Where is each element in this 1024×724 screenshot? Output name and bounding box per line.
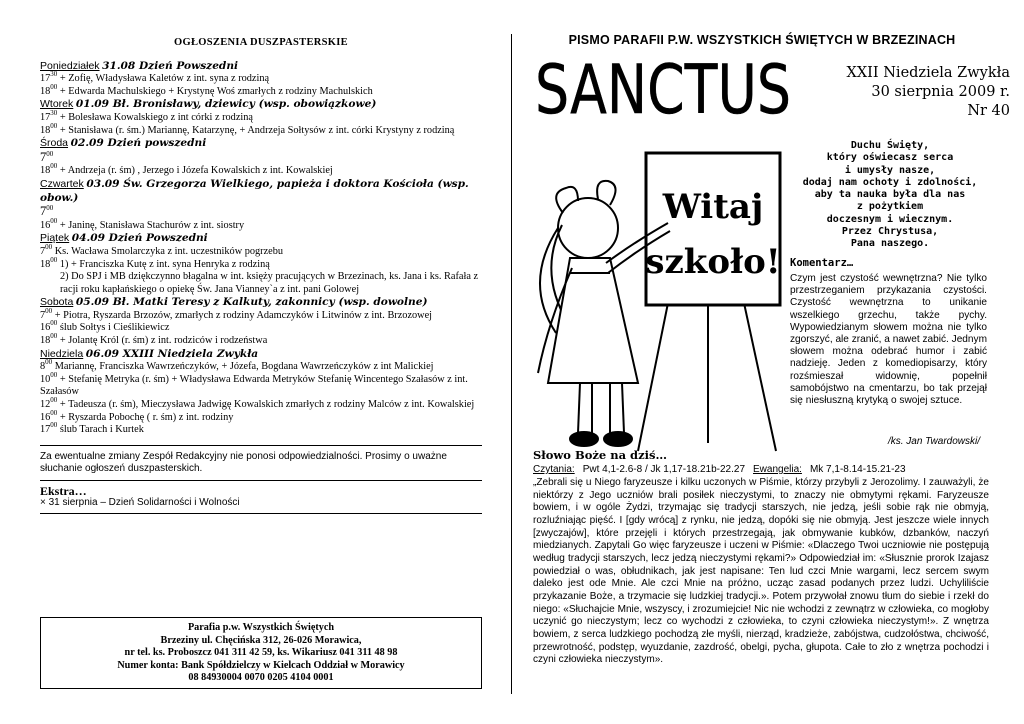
- parish-bank: Numer konta: Bank Spółdzielczy w Kielcach Oddział w Morawicy: [117, 659, 405, 671]
- mass-minutes: 00: [46, 149, 54, 158]
- mass-intention: + Janinę, Stanisława Stachurów z int. siostry: [59, 219, 245, 231]
- mass-hour: 10: [40, 373, 51, 385]
- mass-hour: 12: [40, 399, 51, 411]
- mass-entry: [40, 370, 482, 399]
- parish-address: Brzeziny ul. Chęcińska 312, 26-026 Morawica,: [160, 634, 362, 646]
- day-label: Poniedziałek: [40, 59, 100, 72]
- ewangelia-label: Ewangelia:: [753, 464, 802, 475]
- parish-name: Parafia p.w. Wszystkich Świętych: [187, 622, 335, 633]
- day-feast: 05.09 Bł. Matki Teresy z Kalkuty, zakonnicy (wsp. dowolne): [75, 296, 428, 309]
- prayer-line: Przez Chrystusa,: [841, 226, 939, 238]
- mass-entry: [40, 82, 482, 99]
- mass-entry: [40, 408, 482, 425]
- mass-entry: [40, 108, 482, 125]
- prayer-line: Duchu Święty,: [850, 140, 930, 151]
- mass-minutes: 00: [50, 255, 58, 264]
- mass-intention: Ks. Wacława Smolarczyka z int. uczestników pogrzebu: [54, 245, 284, 257]
- mass-intention: + Stefanię Metryka (r. śm) + Władysława Edwarda Metryków Stefanię Wincentego Szałasów z int. Szałasów: [40, 373, 468, 398]
- parish-info-box: [40, 617, 482, 689]
- mass-intention: ślub Tarach i Kurtek: [59, 424, 144, 436]
- mass-hour: 7: [40, 149, 47, 164]
- mass-intention: + Jolantę Król (r. śm) z int. rodziców i rodzeństwa: [59, 335, 268, 347]
- day-heading: [40, 178, 482, 205]
- sanctus-logo: [533, 51, 795, 130]
- prayer-line: i umysły nasze,: [844, 164, 936, 176]
- day-heading: [40, 296, 482, 310]
- mass-hour: 16: [40, 411, 51, 423]
- day-label: Sobota: [40, 296, 74, 309]
- ekstra-item: × 31 sierpnia – Dzień Solidarności i Wolności: [40, 497, 482, 514]
- mass-entry: [40, 255, 482, 272]
- prayer-line: z pożytkiem: [856, 201, 924, 213]
- mass-entry: [40, 421, 482, 437]
- mass-entry: [40, 205, 482, 220]
- mass-hour: 18: [40, 165, 51, 177]
- mass-intention: 1) + Franciszka Kutę z int. syna Henryka z rodziną: [59, 258, 270, 270]
- prayer-line: dodaj nam ochoty i zdolności,: [802, 176, 978, 188]
- mass-hour: 7: [40, 309, 46, 321]
- mass-entry: [40, 319, 482, 335]
- mass-hour: 8: [40, 361, 46, 373]
- mass-hour: 7: [40, 245, 46, 257]
- mass-minutes: 30: [50, 108, 58, 117]
- logo-text: SANCTUS: [535, 51, 791, 130]
- mass-entry: [40, 358, 482, 374]
- mass-intention: + Tadeusza (r. śm), Mieczysława Jadwigę Kowalskich zmarłych z rodziny Malców z int. Kowalskiej: [59, 399, 475, 411]
- masthead: [532, 0, 992, 47]
- masthead-title: PISMO PARAFII P.W. WSZYSTKICH ŚWIĘTYCH W BRZEZINACH: [568, 33, 956, 47]
- mass-hour: 18: [40, 258, 51, 270]
- mass-entry: [40, 242, 482, 259]
- mass-minutes: 00: [50, 82, 58, 91]
- slowo-heading: Słowo Boże na dziś…: [533, 448, 667, 462]
- day-heading: [40, 137, 482, 151]
- day-label: Czwartek: [40, 177, 84, 190]
- mass-entry: [40, 396, 482, 412]
- mass-minutes: 00: [50, 370, 58, 379]
- parish-account: 08 84930004 0070 0205 4104 0001: [188, 672, 334, 684]
- editorial-notice: Za ewentualne zmiany Zespół Redakcyjny nie ponosi odpowiedzialności. Prosimy o uważne słuchanie ogłoszeń duszpasterskich.: [40, 445, 482, 481]
- mass-hour: 17: [40, 111, 51, 123]
- issue-sunday: XXII Niedziela Zwykła: [846, 65, 1010, 81]
- prayer-line: aby ta nauka była dla nas: [814, 189, 966, 201]
- mass-minutes: 00: [45, 358, 53, 367]
- mass-intention: Mariannę, Franciszka Wawrzeńczyków, + Józefa, Bogdana Wawrzeńczyków z int Malickiej: [54, 361, 434, 373]
- day-feast: 03.09 Św. Grzegorza Wielkiego, papieża i doktora Kościoła (wsp. obow.): [40, 177, 469, 204]
- issue-info: [820, 64, 1010, 121]
- readings-line: [533, 464, 993, 476]
- mass-minutes: 00: [50, 408, 58, 417]
- mass-minutes: 00: [45, 242, 53, 251]
- girl-shoe-right: [604, 432, 632, 446]
- mass-minutes: 00: [50, 396, 58, 405]
- mass-entry: [40, 332, 482, 348]
- prayer-line: doczesnym i wiecznym.: [826, 213, 954, 225]
- prayer-line: Pana naszego.: [850, 238, 930, 250]
- mass-intention: + Edwarda Machulskiego + Krystynę Woś zmarłych z rodziny Machulskich: [59, 85, 373, 97]
- ekstra-heading: Ekstra…: [40, 483, 87, 498]
- gospel-text: „Zebrali się u Niego faryzeusze i kilku uczonych w Piśmie, którzy przybyli z Jerozolimy. I zauważyli, że niektórzy z Jego uczniów brali posiłek nieczystymi, to znaczy nie obmytymi rękami. Faryzeusze bowiem, i w ogóle Żydzi, trzymając się tradycji starszych, nie jedzą, jeśli sobie rąk nie obmyją, rozluźniając pięść. I [gdy wrócą] z rynku, nie jedzą, dopóki się nie obmyją. Jest jeszcze wiele innych [zwyczajów], które przejęli i których przestrzegają, jak obmywanie kubków, dzbanków, naczyń miedzianych. Zapytali Go więc faryzeusze i uczeni w Piśmie: «Dlaczego Twoi uczniowie nie postępują według tradycji starszych, lecz jedzą nieczystymi rękami?» Odpowiedział im: «Słusznie prorok Izajasz powiedział o was, obłudnikach, jak jest napisane: Ten lud czci Mnie wargami, lecz sercem swym daleko jest ode Mnie. Ale czci Mnie na próżno, ucząc zasad podanych przez ludzi. Uchyliliście przykazanie Boże, a trzymacie się ludzkiej tradycji.». Potem przywołał znowu tłum do siebie i rzekł do niego: «Słuchajcie Mnie, wszyscy, i zrozumiejcie! Nic nie wchodzi z zewnątrz w człowieka, co mogłoby uczynić go nieczystym; lecz co wychodzi z człowieka, to czyni człowieka nieczystym!». Z wnętrza bowiem, z serca ludzkiego pochodzą złe myśli, nierząd, kradzieże, zabójstwa, cudzołóstwa, chciwość, przewrotność, podstęp, wyuzdanie, zazdrość, obelgi, pycha, głupota. Całe to zło z wnętrza pochodzi i czyni człowieka nieczystym».: [533, 477, 989, 666]
- mass-hour: 7: [40, 204, 47, 219]
- day-heading: [40, 60, 482, 74]
- mass-entry: [40, 151, 482, 166]
- ewangelia-ref: Mk 7,1-8.14-15.21-23: [809, 464, 906, 475]
- prayer-line: który oświecasz serca: [826, 152, 954, 164]
- mass-minutes: 00: [50, 319, 58, 328]
- prayer: [790, 140, 990, 251]
- announcements-column: [40, 0, 482, 514]
- mass-minutes: 00: [50, 216, 58, 225]
- mass-hour: 17: [40, 73, 51, 85]
- easel-leg-right: [744, 303, 776, 451]
- easel-leg-left: [638, 303, 668, 451]
- mass-intention: + Zofię, Władysława Kaletów z int. syna z rodziną: [59, 73, 270, 85]
- day-heading: [40, 232, 482, 246]
- mass-minutes: 00: [50, 421, 58, 430]
- day-feast: 04.09 Dzień Powszedni: [71, 232, 208, 245]
- board-text-witaj: Witaj: [662, 187, 764, 227]
- announcements-title: OGŁOSZENIA DUSZPASTERSKIE: [174, 37, 348, 48]
- day-label: Wtorek: [40, 98, 74, 111]
- day-feast: 31.08 Dzień Powszedni: [102, 59, 239, 72]
- mass-entry: [40, 121, 482, 138]
- mass-minutes: 00: [50, 332, 58, 341]
- issue-date: 30 sierpnia 2009 r.: [871, 84, 1010, 100]
- mass-intention: + Andrzeja (r. śm) , Jerzego i Józefa Kowalskich z int. Kowalskiej: [59, 165, 333, 177]
- mass-minutes: 00: [50, 162, 58, 171]
- mass-hour: 18: [40, 85, 51, 97]
- day-feast: 06.09 XXIII Niedziela Zwykła: [85, 347, 259, 360]
- day-label: Niedziela: [40, 347, 84, 360]
- mass-hour: 18: [40, 124, 51, 136]
- mass-minutes: 00: [46, 204, 54, 213]
- mass-intention: + Stanisława (r. śm.) Mariannę, Katarzynę, + Andrzeja Sołtysów z int. córki Krystyny z rodziną: [59, 124, 455, 136]
- mass-hour: 16: [40, 219, 51, 231]
- komentarz-signature: /ks. Jan Twardowski/: [887, 436, 980, 447]
- czytania-refs: Pwt 4,1-2.6-8 / Jk 1,17-18.21b-22.27: [582, 464, 746, 475]
- mass-intention: 2) Do SPJ i MB dziękczynno błagalna w int. księży pracujących w Brzezinach, ks. Jana i ks. Rafała z racji roku kapłańskiego o opiekę Św. Jana Vianney`a z int. pani Golowej: [60, 271, 479, 295]
- girl-shoe-left: [570, 432, 598, 446]
- komentarz-heading: Komentarz…: [790, 257, 854, 269]
- column-divider: [511, 34, 512, 694]
- girl-leg-left: [578, 383, 580, 433]
- mass-entry: [40, 70, 482, 86]
- czytania-label: Czytania:: [533, 464, 575, 475]
- mass-hour: 16: [40, 322, 51, 334]
- mass-entry: [40, 162, 482, 178]
- mass-entry: [40, 306, 482, 323]
- girl-chalkboard-illustration: [518, 133, 790, 458]
- girl-head: [558, 198, 618, 258]
- board-text-szkolo: szkoło!: [645, 242, 781, 282]
- announcements-list: [40, 60, 482, 437]
- day-label: Piątek: [40, 232, 70, 245]
- day-label: Środa: [40, 137, 69, 150]
- mass-intention: + Bolesława Kowalskiego z int córki z rodziną: [59, 111, 253, 123]
- girl-leg-right-2: [622, 383, 624, 433]
- mass-minutes: 00: [45, 306, 53, 315]
- girl-dress: [548, 258, 638, 383]
- day-heading: [40, 98, 482, 112]
- chalkboard: [646, 153, 780, 305]
- mass-minutes: 30: [50, 70, 58, 79]
- mass-entry: [40, 271, 482, 296]
- komentarz-text: Czym jest czystość wewnętrzna? Nie tylko przestrzeganiem przykazania czystości. Czystość wewnętrzna to unikanie wszelkiego grzechu, także pychy. Wypowiedzianym słowem można nie tylko zgorszyć, ale zranić, a nawet zabić. Jednym słowem można odebrać humor i zabić nadzieję. Jeden z komediopisarzy, który rozśmieszał widownię, popełnił samobójstwo na cmentarzu, bo tak przejął się niesłuszną krytyką o swojej sztuce.: [790, 273, 987, 407]
- mass-minutes: 00: [50, 121, 58, 130]
- mass-entry: [40, 216, 482, 233]
- parish-phones: nr tel. ks. Proboszcz 041 311 42 59, ks. Wikariusz 041 311 48 98: [124, 647, 398, 659]
- day-feast: 01.09 Bł. Bronisławy, dziewicy (wsp. obowiązkowe): [75, 98, 377, 111]
- mass-intention: ślub Sołtys i Cieślikiewicz: [59, 322, 170, 334]
- mass-hour: 17: [40, 424, 51, 436]
- mass-intention: + Piotra, Ryszarda Brzozów, zmarłych z rodziny Adamczyków i Litwinów z int. Brzozowej: [54, 309, 433, 321]
- day-feast: 02.09 Dzień powszedni: [70, 137, 207, 150]
- issue-number: Nr 40: [967, 103, 1010, 119]
- day-heading: [40, 348, 482, 362]
- mass-hour: 18: [40, 335, 51, 347]
- mass-intention: + Ryszarda Pobochę ( r. śm) z int. rodziny: [59, 411, 234, 423]
